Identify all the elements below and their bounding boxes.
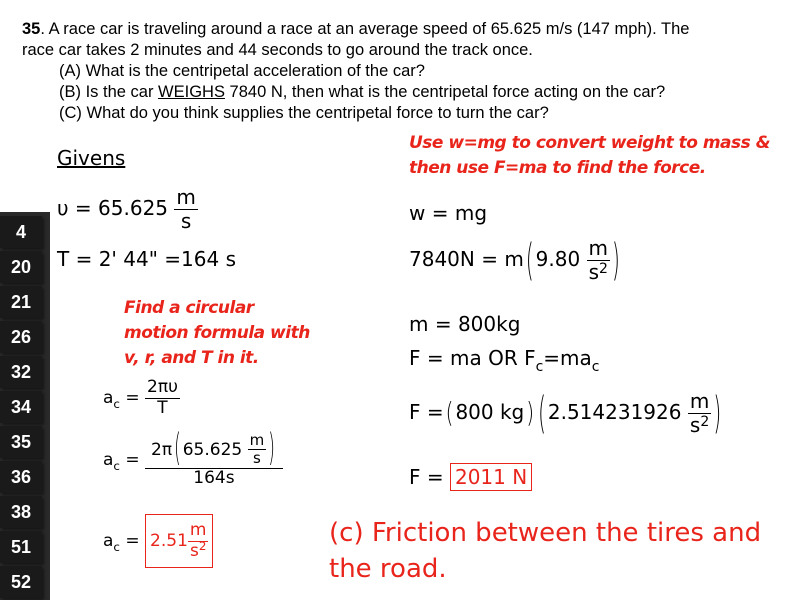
weight-substitution: 7840N = m ( 9.80 $\frac{m}{s^2}$ ) (409, 232, 620, 286)
ac-substitution: $a_c$ = 2π ( 65.625 $\frac{m}{s}$ ) 164s (103, 432, 283, 488)
note-weight-to-mass: Use w=mg to convert weight to mass & then use F=ma to find the force. (409, 133, 771, 178)
givens-period: T = 2' 44" =164 s (57, 247, 236, 271)
nav-slide-button[interactable]: 52 (0, 566, 42, 598)
nav-slide-button[interactable]: 20 (0, 251, 42, 283)
nav-slide-button[interactable]: 51 (0, 531, 42, 563)
question-c: (C) What do you think supplies the centripetal force to turn the car? (59, 104, 549, 122)
mass-result: m = 800kg (409, 312, 521, 336)
nav-slide-button[interactable]: 21 (0, 286, 42, 318)
ac-answer: $a_c$ = 2.51 $\frac{m}{s^2}$ (103, 514, 213, 568)
nav-slide-button[interactable]: 35 (0, 426, 42, 458)
givens-velocity: υ = 65.625 $\frac{m}{s}$ (57, 185, 196, 233)
force-equation: F = ma OR $F_c=ma_c$ (409, 346, 600, 376)
givens-title: Givens (57, 146, 126, 170)
problem-number: 35 (22, 20, 41, 38)
nav-slide-button[interactable]: 36 (0, 461, 42, 493)
nav-slide-button[interactable]: 26 (0, 321, 42, 353)
problem-statement (22, 19, 689, 124)
question-b: (B) Is the car WEIGHS 7840 N, then what is the centripetal force acting on the car? (59, 83, 666, 101)
force-substitution: F = ( 800 kg ) ( 2.514231926 $\frac{m}{s^2}$ ) (409, 385, 722, 439)
force-answer: F = 2011 N (409, 465, 532, 489)
problem-line-2: race car takes 2 minutes and 44 seconds to go around the track once. (22, 41, 533, 59)
nav-slide-button[interactable]: 4 (0, 216, 42, 248)
force-answer-box: 2011 N (450, 463, 532, 491)
weight-equation: w = mg (409, 201, 488, 225)
part-c-answer: (c) Friction between the tires and the road. (329, 518, 762, 584)
ac-answer-box: 2.51 $\frac{m}{s^2}$ (145, 514, 213, 568)
nav-slide-button[interactable]: 34 (0, 391, 42, 423)
ac-formula: $a_c$ = $\frac{2\pi\upsilon}{T}$ (103, 377, 178, 418)
question-a: (A) What is the centripetal acceleration of the car? (59, 62, 425, 80)
nav-slide-button[interactable]: 32 (0, 356, 42, 388)
note-circular-motion: Find a circular motion formula with v, r, and T in it. (124, 298, 310, 368)
problem-line-1: . A race car is traveling around a race at an average speed of 65.625 m/s (147 mph). The (40, 20, 690, 38)
nav-slide-button[interactable]: 38 (0, 496, 42, 528)
